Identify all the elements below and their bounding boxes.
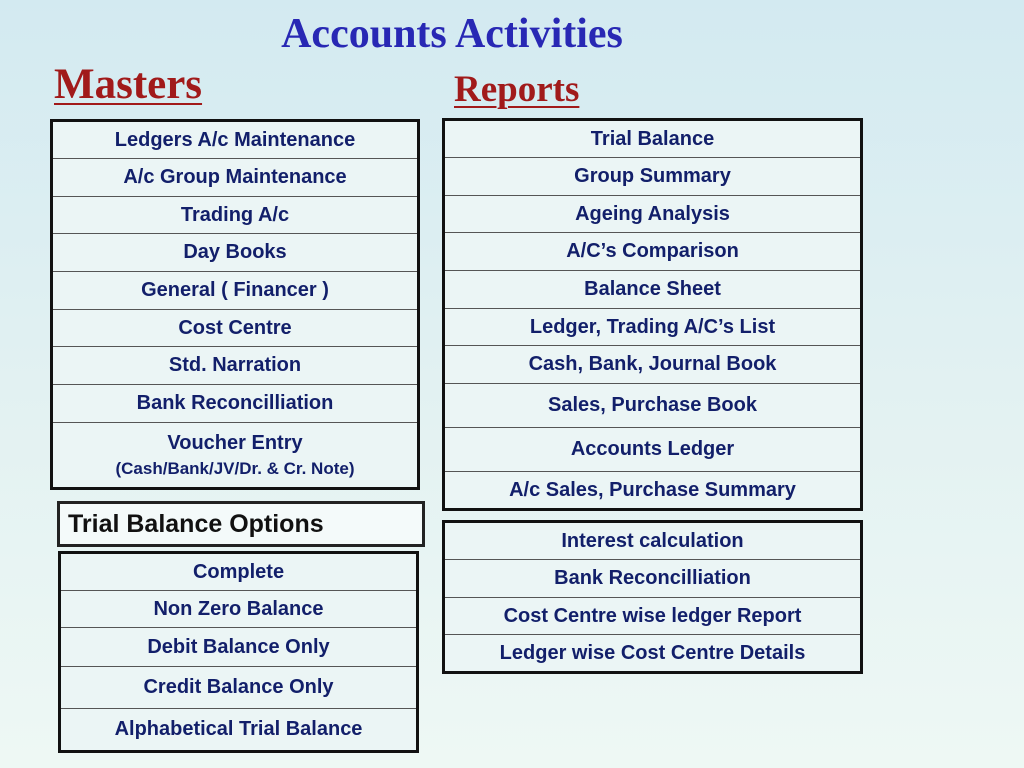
- reports-item: Trial Balance: [444, 120, 862, 158]
- masters-item: Day Books: [52, 234, 419, 272]
- masters-item: General ( Financer ): [52, 272, 419, 310]
- masters-item-label: Voucher Entry: [167, 431, 303, 454]
- masters-heading: Masters: [54, 61, 203, 108]
- reports-item: A/C’s Comparison: [444, 233, 862, 271]
- masters-item: Cost Centre: [52, 310, 419, 347]
- masters-item-voucher-entry: [52, 423, 419, 489]
- reports-item: Balance Sheet: [444, 271, 862, 309]
- reports-extra-table: [442, 520, 863, 674]
- trial-balance-option: Non Zero Balance: [60, 591, 418, 628]
- reports-extra-item: Interest calculation: [444, 522, 862, 560]
- page-title: Accounts Activities: [281, 11, 623, 57]
- trial-balance-option: Debit Balance Only: [60, 628, 418, 667]
- reports-item: Accounts Ledger: [444, 428, 862, 472]
- reports-extra-item: Bank Reconcilliation: [444, 560, 862, 598]
- reports-item: Group Summary: [444, 158, 862, 196]
- reports-item: Ledger, Trading A/C’s List: [444, 309, 862, 346]
- reports-heading: Reports: [454, 69, 580, 110]
- trial-balance-option: Credit Balance Only: [60, 667, 418, 709]
- reports-item: Cash, Bank, Journal Book: [444, 346, 862, 384]
- reports-item: A/c Sales, Purchase Summary: [444, 472, 862, 510]
- trial-balance-option: Alphabetical Trial Balance: [60, 709, 418, 752]
- masters-item: Std. Narration: [52, 347, 419, 385]
- masters-item: A/c Group Maintenance: [52, 159, 419, 197]
- reports-extra-item: Ledger wise Cost Centre Details: [444, 635, 862, 673]
- masters-table: [50, 119, 420, 490]
- masters-item: Bank Reconcilliation: [52, 385, 419, 423]
- masters-item: Trading A/c: [52, 197, 419, 234]
- trial-balance-option: Complete: [60, 553, 418, 591]
- trial-balance-options-heading: Trial Balance Options: [57, 501, 425, 547]
- masters-item: Ledgers A/c Maintenance: [52, 121, 419, 159]
- voucher-entry-subtitle: (Cash/Bank/JV/Dr. & Cr. Note): [115, 458, 355, 478]
- trial-balance-options-table: [58, 551, 419, 753]
- reports-table: [442, 118, 863, 511]
- reports-extra-item: Cost Centre wise ledger Report: [444, 598, 862, 635]
- reports-item: Ageing Analysis: [444, 196, 862, 233]
- reports-item: Sales, Purchase Book: [444, 384, 862, 428]
